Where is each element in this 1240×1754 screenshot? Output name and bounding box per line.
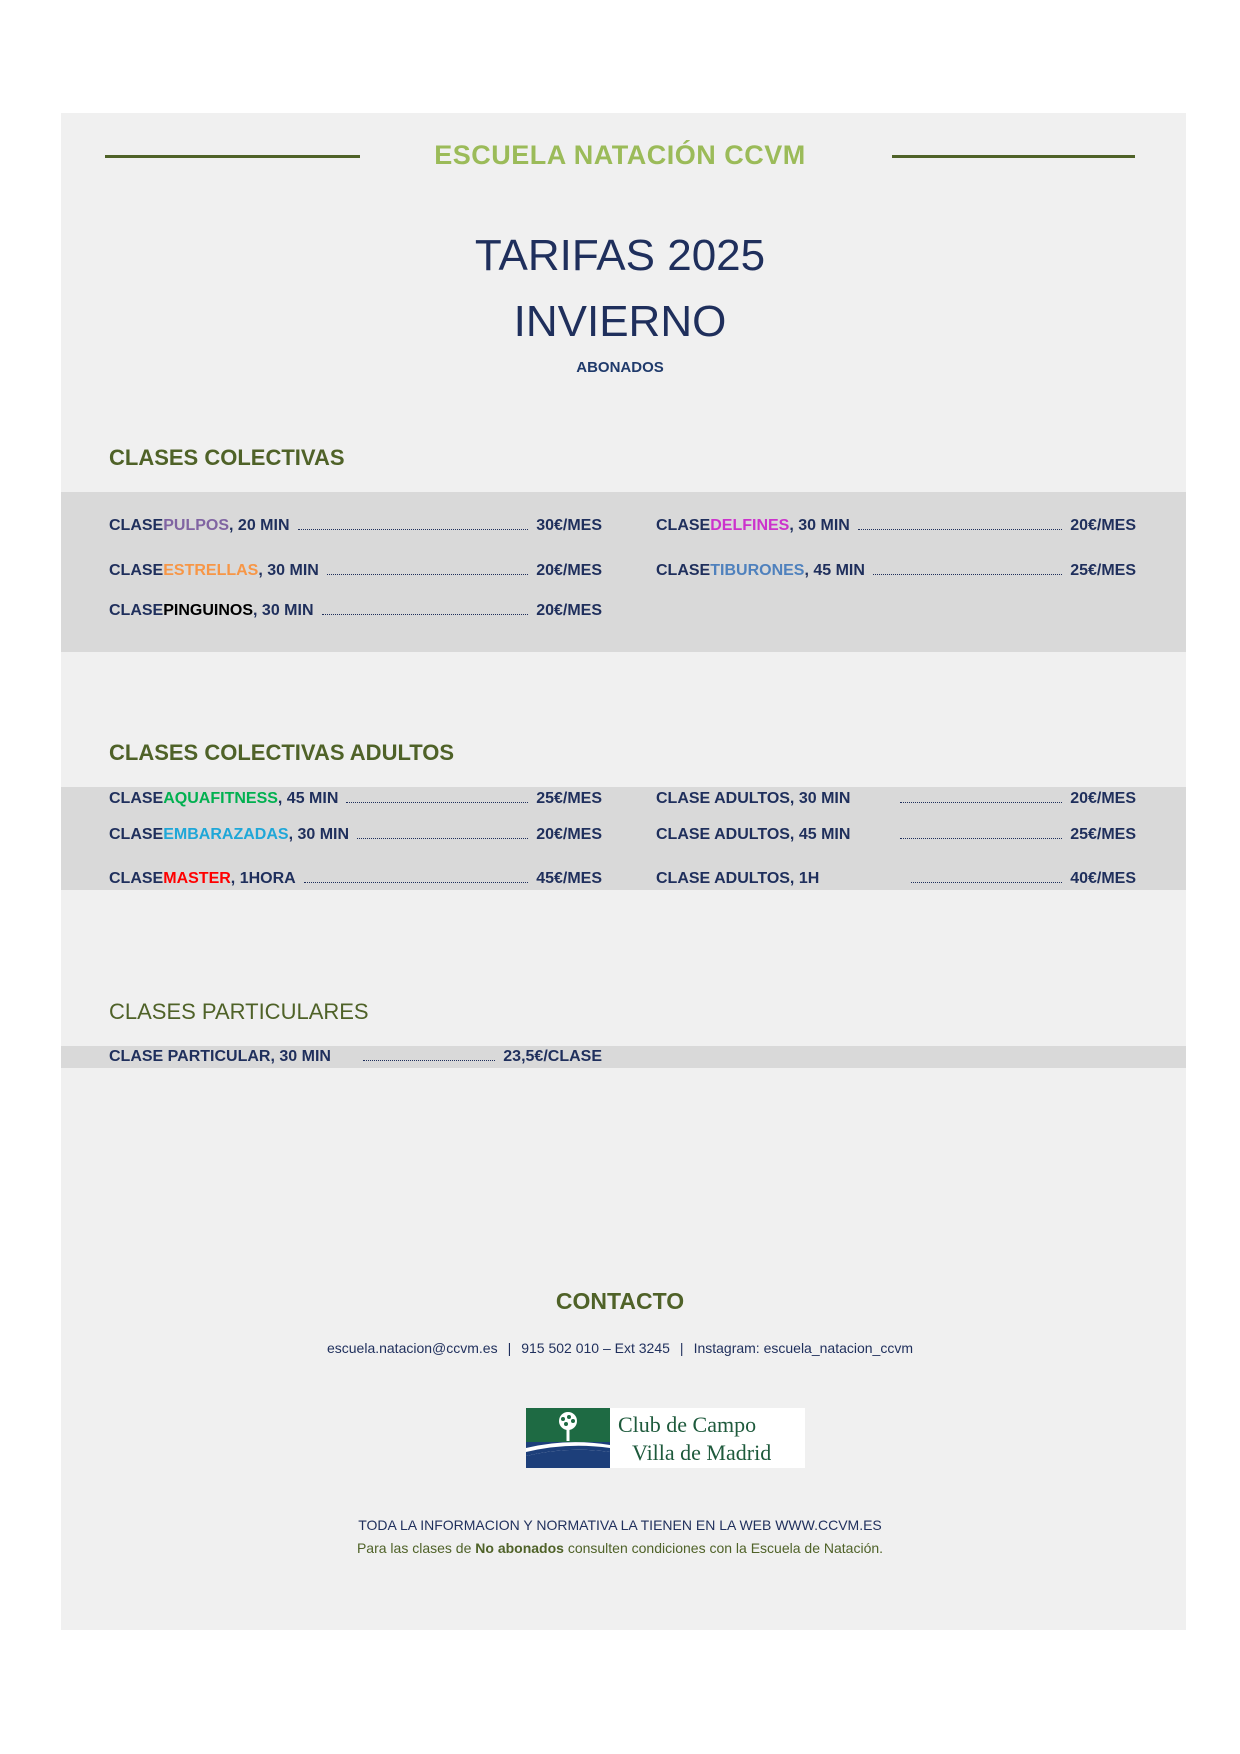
class-label: CLASE ADULTOS, 1H: [656, 870, 820, 887]
class-name: EMBARAZADAS: [163, 826, 289, 843]
price: 20€/MES: [536, 826, 602, 843]
price-row: CLASE MASTER , 1HORA 45€/MES: [109, 870, 602, 887]
dotted-leader: [900, 838, 1062, 839]
class-name: AQUAFITNESS: [163, 790, 278, 807]
dotted-leader: [298, 529, 529, 530]
season-title: INVIERNO: [513, 297, 727, 346]
school-name: ESCUELA NATACIÓN CCVM: [434, 140, 806, 170]
dotted-leader: [346, 802, 528, 803]
contact-phone[interactable]: 915 502 010 – Ext 3245: [521, 1340, 670, 1356]
price: 20€/MES: [536, 562, 602, 579]
footer-info: TODA LA INFORMACION Y NORMATIVA LA TIENEN EN LA WEB WWW.CCVM.ES: [358, 1517, 882, 1533]
dotted-leader: [322, 614, 529, 615]
logo-line2: Villa de Madrid: [632, 1440, 772, 1465]
dotted-leader: [327, 574, 528, 575]
class-name: DELFINES: [710, 517, 790, 534]
dotted-leader: [357, 838, 528, 839]
dotted-leader: [304, 882, 528, 883]
contact-title: CONTACTO: [555, 1288, 685, 1314]
price-row: CLASE DELFINES , 30 MIN 20€/MES: [656, 517, 1136, 534]
price-row: CLASE EMBARAZADAS , 30 MIN 20€/MES: [109, 826, 602, 843]
class-label: CLASE ADULTOS, 45 MIN: [656, 826, 851, 843]
club-logo: [526, 1408, 805, 1468]
price: 20€/MES: [1070, 790, 1136, 807]
class-name: PINGUINOS: [163, 602, 254, 619]
audience-subtitle: ABONADOS: [576, 359, 664, 376]
price: 25€/MES: [536, 790, 602, 807]
class-label: CLASE PARTICULAR, 30 MIN: [109, 1048, 331, 1065]
section-title-colectivas: CLASES COLECTIVAS: [109, 445, 345, 470]
price-row: [656, 788, 1136, 810]
contact-instagram[interactable]: Instagram: escuela_natacion_ccvm: [693, 1340, 914, 1356]
contact-email[interactable]: escuela.natacion@ccvm.es: [326, 1340, 498, 1356]
price-row: CLASE TIBURONES , 45 MIN 25€/MES: [656, 562, 1136, 579]
contact-line: escuela.natacion@ccvm.es | 915 502 010 – Ext 3245 | Instagram: escuela_natacion_ccvm: [326, 1340, 914, 1356]
price: 25€/MES: [1070, 826, 1136, 843]
price: 30€/MES: [536, 517, 602, 534]
logo-line1: Club de Campo: [618, 1412, 757, 1437]
tree-emblem-icon: [526, 1408, 610, 1468]
price-row: [656, 868, 1136, 890]
price: 20€/MES: [1070, 517, 1136, 534]
price: 20€/MES: [536, 602, 602, 619]
price: 23,5€/CLASE: [503, 1048, 602, 1065]
footer-note: Para las clases de No abonados consulten condiciones con la Escuela de Natación.: [356, 1540, 884, 1556]
section-title-adultos: CLASES COLECTIVAS ADULTOS: [109, 740, 455, 765]
dotted-leader: [900, 802, 1062, 803]
class-name: MASTER: [163, 870, 231, 887]
price: 45€/MES: [536, 870, 602, 887]
page-title: TARIFAS 2025: [474, 231, 766, 280]
dotted-leader: [858, 529, 1062, 530]
price-row: [656, 824, 1136, 846]
class-label: CLASE ADULTOS, 30 MIN: [656, 790, 851, 807]
price: 40€/MES: [1070, 870, 1136, 887]
class-name: ESTRELLAS: [163, 562, 259, 579]
class-name: TIBURONES: [710, 562, 805, 579]
section-title-particulares: CLASES PARTICULARES: [109, 999, 369, 1024]
price-row: [109, 1046, 602, 1068]
dotted-leader: [911, 882, 1062, 883]
dotted-leader: [873, 574, 1062, 575]
price-row: CLASE ESTRELLAS , 30 MIN 20€/MES: [109, 562, 602, 579]
price-row: CLASE PULPOS , 20 MIN 30€/MES: [109, 517, 602, 534]
price-row: CLASE PINGUINOS , 30 MIN 20€/MES: [109, 602, 602, 619]
price: 25€/MES: [1070, 562, 1136, 579]
price-row: CLASE AQUAFITNESS , 45 MIN 25€/MES: [109, 790, 602, 807]
dotted-leader: [363, 1060, 495, 1061]
class-name: PULPOS: [163, 517, 230, 534]
